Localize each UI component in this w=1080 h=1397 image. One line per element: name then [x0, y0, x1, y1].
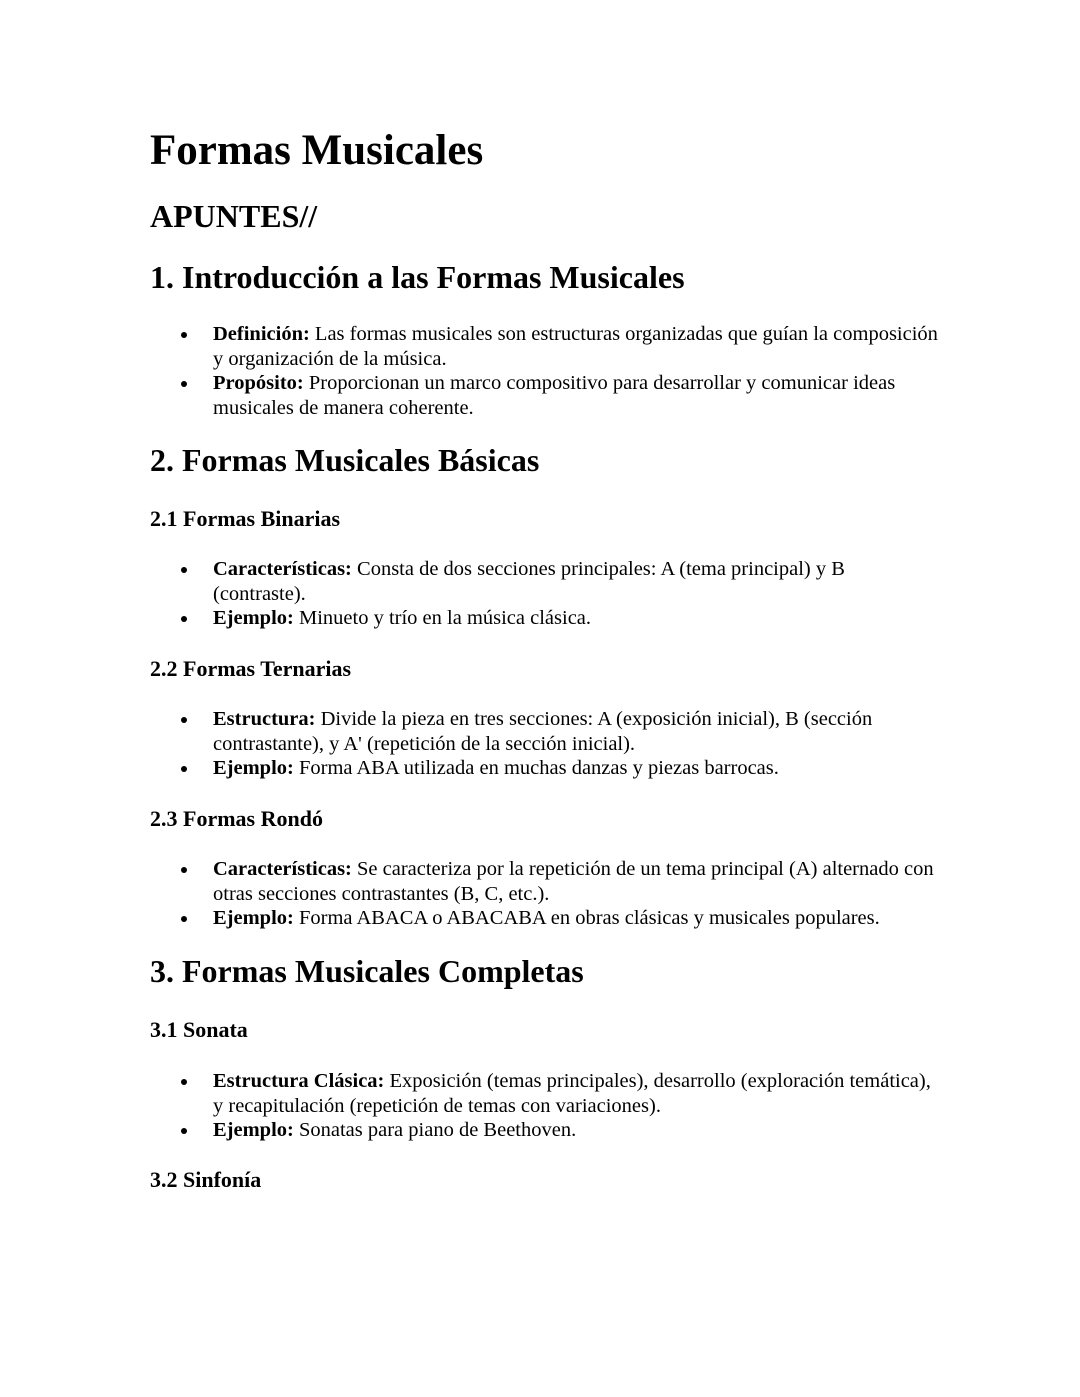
- list-item: [150, 557, 940, 606]
- bullet-icon: [181, 1128, 187, 1134]
- item-label: Características:: [213, 858, 352, 880]
- item-label: Definición:: [213, 323, 310, 345]
- list-item: [150, 1069, 940, 1118]
- list-item: [150, 1118, 940, 1143]
- item-label: Estructura:: [213, 708, 316, 730]
- item-label: Propósito:: [213, 372, 304, 394]
- list-item: [150, 371, 940, 420]
- list-item: [150, 906, 940, 931]
- section-heading: 3. Formas Musicales Completas: [150, 953, 584, 989]
- item-label: Ejemplo:: [213, 607, 294, 629]
- list-item: [150, 707, 940, 756]
- item-text: Proporcionan un marco compositivo para desarrollar y comunicar ideas musicales de manera coherente.: [213, 372, 896, 419]
- bullet-icon: [181, 616, 187, 622]
- item-text: Consta de dos secciones principales: A (tema principal) y B (contraste).: [213, 558, 845, 605]
- item-text: Divide la pieza en tres secciones: A (exposición inicial), B (sección contrastante), y A' (repetición de la sección inicial).: [213, 708, 873, 755]
- item-text: Minueto y trío en la música clásica.: [293, 607, 592, 629]
- item-label: Estructura Clásica:: [213, 1070, 385, 1092]
- item-label: Ejemplo:: [213, 757, 294, 779]
- item-text: Sonatas para piano de Beethoven.: [293, 1119, 577, 1141]
- section-heading: 1. Introducción a las Formas Musicales: [150, 259, 685, 295]
- subsection-heading: 2.1 Formas Binarias: [150, 506, 341, 531]
- subsection-heading: 3.1 Sonata: [150, 1017, 248, 1042]
- item-text: Exposición (temas principales), desarrollo (exploración temática), y recapitulación (repetición de temas con variaciones).: [213, 1070, 931, 1117]
- bullet-icon: [181, 332, 187, 338]
- item-text: Forma ABACA o ABACABA en obras clásicas y musicales populares.: [293, 907, 880, 929]
- item-label: Ejemplo:: [213, 1119, 294, 1141]
- bullet-icon: [181, 867, 187, 873]
- bullet-list: [150, 322, 940, 420]
- list-item: [150, 606, 940, 631]
- list-item: [150, 857, 940, 906]
- bullet-list: [150, 557, 940, 631]
- subsection-heading: 2.3 Formas Rondó: [150, 806, 323, 831]
- bullet-icon: [181, 916, 187, 922]
- list-item: [150, 756, 940, 781]
- item-text: Se caracteriza por la repetición de un tema principal (A) alternado con otras secciones contrastantes (B, C, etc.).: [213, 858, 934, 905]
- item-label: Ejemplo:: [213, 907, 294, 929]
- subsection-heading: 3.2 Sinfonía: [150, 1167, 262, 1192]
- document-title: Formas Musicales: [150, 127, 484, 174]
- bullet-icon: [181, 717, 187, 723]
- list-item: [150, 322, 940, 371]
- bullet-icon: [181, 766, 187, 772]
- item-text: Forma ABA utilizada en muchas danzas y piezas barrocas.: [293, 757, 779, 779]
- document-subtitle: APUNTES//: [150, 198, 318, 234]
- item-text: Las formas musicales son estructuras organizadas que guían la composición y organización de la música.: [213, 323, 938, 370]
- subsection-heading: 2.2 Formas Ternarias: [150, 656, 352, 681]
- bullet-icon: [181, 1079, 187, 1085]
- bullet-list: [150, 1069, 940, 1143]
- bullet-list: [150, 707, 940, 781]
- bullet-list: [150, 857, 940, 931]
- bullet-icon: [181, 381, 187, 387]
- bullet-icon: [181, 567, 187, 573]
- item-label: Características:: [213, 558, 352, 580]
- section-heading: 2. Formas Musicales Básicas: [150, 442, 540, 478]
